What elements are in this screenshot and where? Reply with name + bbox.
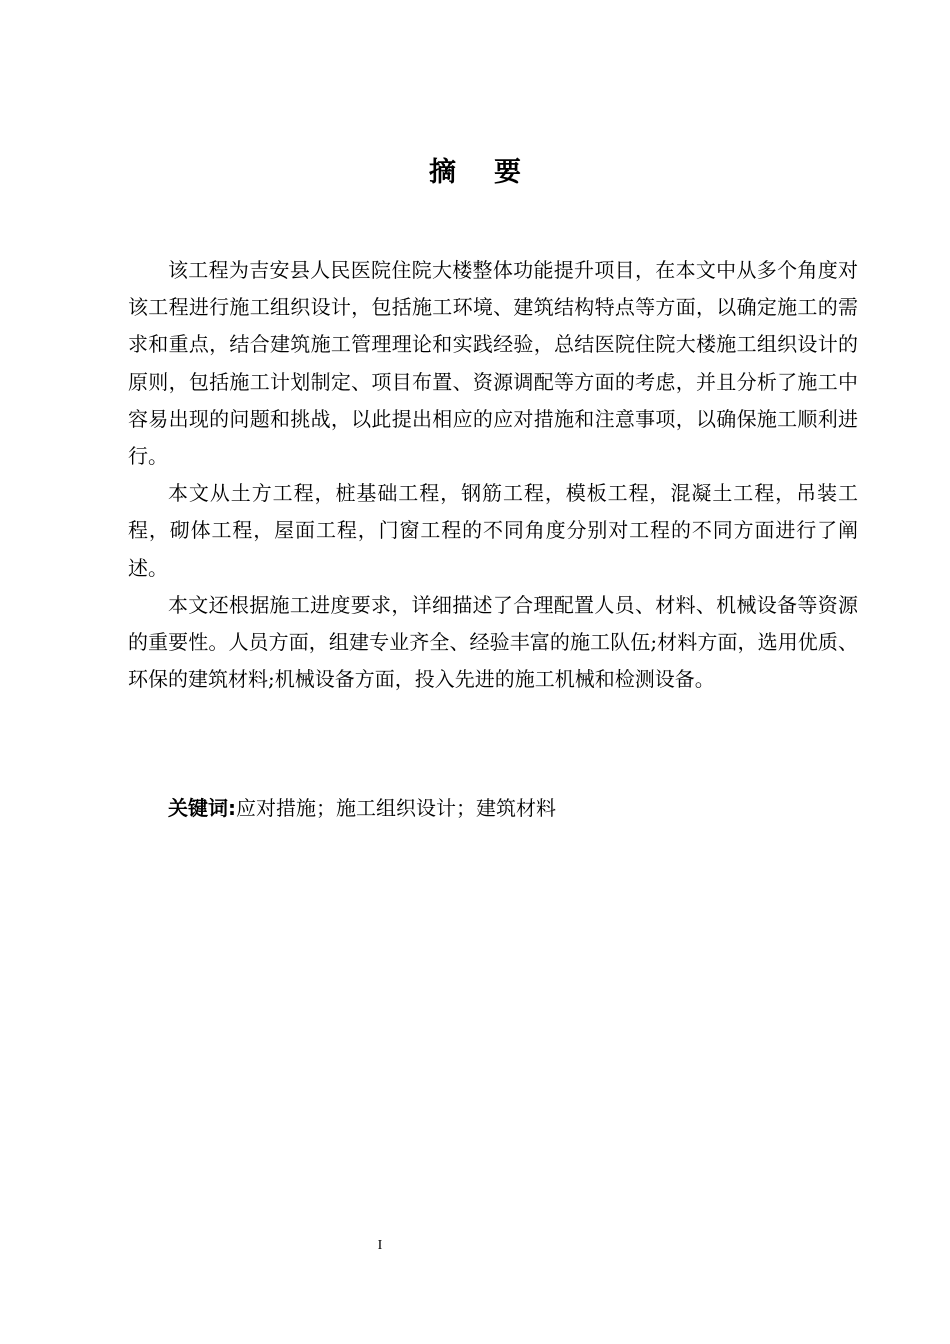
keywords-label: 关键词: xyxy=(168,796,236,820)
abstract-paragraph-1: 该工程为吉安县人民医院住院大楼整体功能提升项目，在本文中从多个角度对该工程进行施工组织设计，包括施工环境、建筑结构特点等方面，以确定施工的需求和重点，结合建筑施工管理理论和实践经验，总结医院住院大楼施工组织设计的原则，包括施工计划制定、项目布置、资源调配等方面的考虑，并且分析了施工中容易出现的问题和挑战，以此提出相应的应对措施和注意事项，以确保施工顺利进行。 xyxy=(128,258,858,469)
keywords-items: 应对措施；施工组织设计；建筑材料 xyxy=(236,796,556,820)
page-title xyxy=(0,150,950,189)
title-char-2: 要 xyxy=(494,157,521,188)
abstract-paragraph-3: 本文还根据施工进度要求，详细描述了合理配置人员、材料、机械设备等资源的重要性。人员方面，组建专业齐全、经验丰富的施工队伍;材料方面，选用优质、环保的建筑材料;机械设备方面，投入先进的施工机械和检测设备。 xyxy=(128,592,858,692)
abstract-body xyxy=(128,252,858,698)
abstract-paragraph-2: 本文从土方工程，桩基础工程，钢筋工程，模板工程，混凝土工程，吊装工程，砌体工程，屋面工程，门窗工程的不同角度分别对工程的不同方面进行了阐述。 xyxy=(128,481,858,580)
page-number: I xyxy=(377,1238,383,1253)
keywords-line xyxy=(168,790,556,827)
title-char-1: 摘 xyxy=(429,157,456,188)
